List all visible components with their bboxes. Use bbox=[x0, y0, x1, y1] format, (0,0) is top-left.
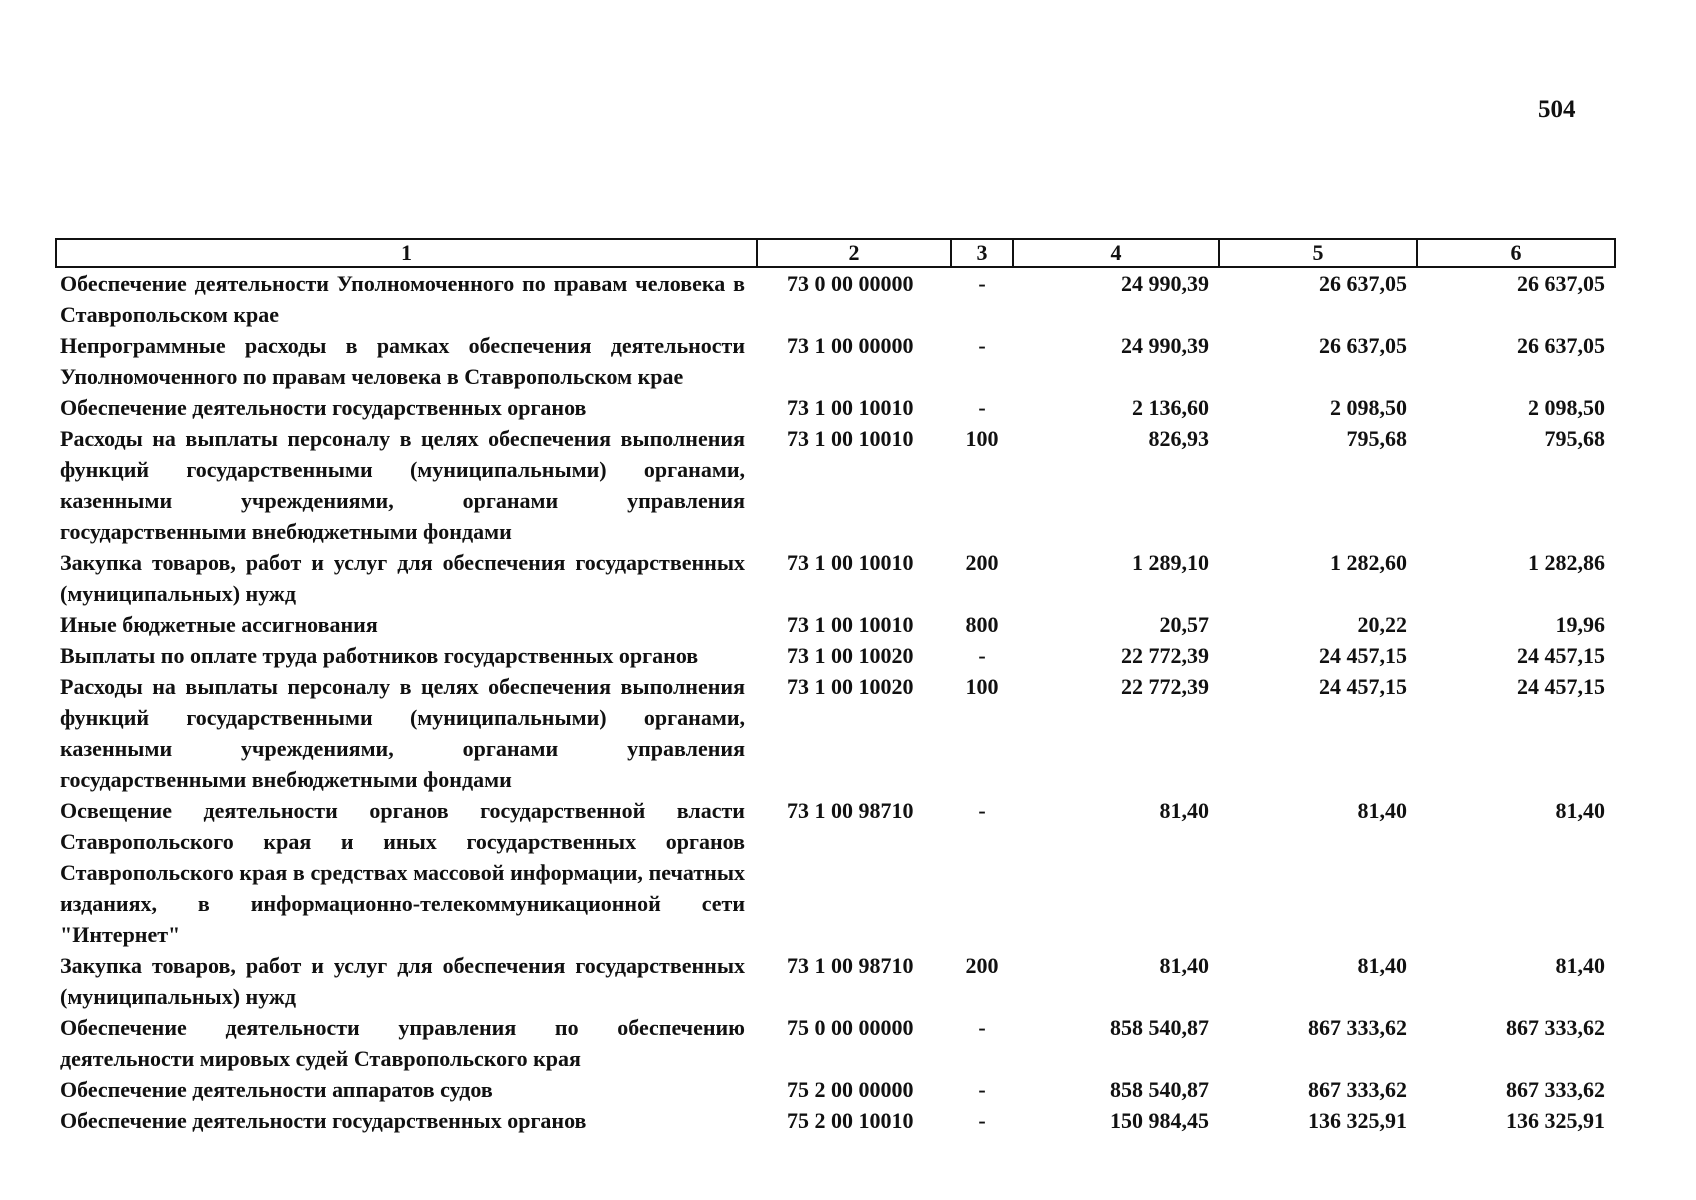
row-value-5: 136 325,91 bbox=[1308, 1108, 1407, 1133]
header-col-2: 2 bbox=[757, 239, 951, 267]
table-row bbox=[56, 1012, 1615, 1074]
table-row bbox=[56, 795, 1615, 950]
row-code: 73 0 00 00000 bbox=[787, 271, 914, 296]
row-value-4: 1 289,10 bbox=[1132, 550, 1209, 575]
row-value-4: 81,40 bbox=[1159, 798, 1209, 823]
row-code: 75 2 00 00000 bbox=[787, 1077, 914, 1102]
row-code: 73 1 00 10020 bbox=[787, 674, 914, 699]
row-value-5: 26 637,05 bbox=[1319, 333, 1407, 358]
row-value-6: 867 333,62 bbox=[1506, 1077, 1605, 1102]
row-type: 200 bbox=[965, 953, 999, 978]
row-value-6: 26 637,05 bbox=[1517, 271, 1605, 296]
row-type: 800 bbox=[965, 612, 999, 637]
row-value-4: 81,40 bbox=[1159, 953, 1209, 978]
row-value-5: 24 457,15 bbox=[1319, 674, 1407, 699]
row-value-5: 26 637,05 bbox=[1319, 271, 1407, 296]
header-col-4: 4 bbox=[1013, 239, 1219, 267]
row-name: Закупка товаров, работ и услуг для обеспечения государственных (муниципальных) нужд bbox=[60, 550, 745, 606]
row-type: 100 bbox=[965, 674, 999, 699]
row-name: Обеспечение деятельности аппаратов судов bbox=[60, 1077, 493, 1102]
row-value-5: 81,40 bbox=[1357, 953, 1407, 978]
row-type: - bbox=[978, 798, 986, 823]
row-value-4: 22 772,39 bbox=[1121, 674, 1209, 699]
row-value-6: 795,68 bbox=[1544, 426, 1605, 451]
row-name: Непрограммные расходы в рамках обеспечения деятельности Уполномоченного по правам человека в Ставропольском крае bbox=[60, 333, 745, 389]
header-col-1: 1 bbox=[56, 239, 757, 267]
row-name: Иные бюджетные ассигнования bbox=[60, 612, 378, 637]
row-code: 73 1 00 10010 bbox=[787, 395, 914, 420]
row-code: 73 1 00 98710 bbox=[787, 953, 914, 978]
row-type: - bbox=[978, 643, 986, 668]
row-type: - bbox=[978, 1108, 986, 1133]
row-type: - bbox=[978, 1077, 986, 1102]
table-row bbox=[56, 330, 1615, 392]
row-value-5: 1 282,60 bbox=[1330, 550, 1407, 575]
row-value-5: 795,68 bbox=[1346, 426, 1407, 451]
row-value-6: 24 457,15 bbox=[1517, 674, 1605, 699]
row-value-6: 867 333,62 bbox=[1506, 1015, 1605, 1040]
table-body bbox=[56, 267, 1615, 1136]
row-code: 75 2 00 10010 bbox=[787, 1108, 914, 1133]
row-name: Обеспечение деятельности государственных органов bbox=[60, 395, 587, 420]
row-code: 73 1 00 10010 bbox=[787, 550, 914, 575]
row-value-5: 81,40 bbox=[1357, 798, 1407, 823]
header-col-6: 6 bbox=[1417, 239, 1615, 267]
row-value-5: 20,22 bbox=[1357, 612, 1407, 637]
row-code: 75 0 00 00000 bbox=[787, 1015, 914, 1040]
table-row bbox=[56, 547, 1615, 609]
row-name: Расходы на выплаты персоналу в целях обеспечения выполнения функций государственными (муниципальными) органами, казенными учреждениями, органами управления государственными внебюджетными фондами bbox=[60, 426, 745, 544]
table-row bbox=[56, 640, 1615, 671]
row-value-6: 26 637,05 bbox=[1517, 333, 1605, 358]
row-type: - bbox=[978, 333, 986, 358]
row-name: Закупка товаров, работ и услуг для обеспечения государственных (муниципальных) нужд bbox=[60, 953, 745, 1009]
budget-table bbox=[55, 238, 1616, 1136]
row-type: 200 bbox=[965, 550, 999, 575]
row-value-6: 2 098,50 bbox=[1528, 395, 1605, 420]
row-type: - bbox=[978, 271, 986, 296]
row-type: - bbox=[978, 1015, 986, 1040]
row-value-4: 24 990,39 bbox=[1121, 333, 1209, 358]
row-value-5: 24 457,15 bbox=[1319, 643, 1407, 668]
row-value-4: 20,57 bbox=[1159, 612, 1209, 637]
row-code: 73 1 00 00000 bbox=[787, 333, 914, 358]
header-col-3: 3 bbox=[951, 239, 1013, 267]
row-type: - bbox=[978, 395, 986, 420]
row-name: Освещение деятельности органов государственной власти Ставропольского края и иных государственных органов Ставропольского края в средствах массовой информации, печатных изданиях, в информационно-телекоммуникационной сети "Интернет" bbox=[60, 798, 745, 947]
row-code: 73 1 00 10020 bbox=[787, 643, 914, 668]
row-value-6: 136 325,91 bbox=[1506, 1108, 1605, 1133]
row-value-6: 81,40 bbox=[1555, 953, 1605, 978]
row-value-4: 24 990,39 bbox=[1121, 271, 1209, 296]
row-value-4: 858 540,87 bbox=[1110, 1077, 1209, 1102]
row-code: 73 1 00 10010 bbox=[787, 612, 914, 637]
row-value-6: 1 282,86 bbox=[1528, 550, 1605, 575]
row-value-6: 24 457,15 bbox=[1517, 643, 1605, 668]
row-value-5: 867 333,62 bbox=[1308, 1015, 1407, 1040]
row-name: Расходы на выплаты персоналу в целях обеспечения выполнения функций государственными (муниципальными) органами, казенными учреждениями, органами управления государственными внебюджетными фондами bbox=[60, 674, 745, 792]
row-name: Обеспечение деятельности государственных органов bbox=[60, 1108, 587, 1133]
row-value-6: 19,96 bbox=[1555, 612, 1605, 637]
table-header bbox=[56, 239, 1615, 267]
table-row bbox=[56, 671, 1615, 795]
row-code: 73 1 00 10010 bbox=[787, 426, 914, 451]
row-value-4: 858 540,87 bbox=[1110, 1015, 1209, 1040]
row-value-4: 22 772,39 bbox=[1121, 643, 1209, 668]
row-value-6: 81,40 bbox=[1555, 798, 1605, 823]
table-row bbox=[56, 1105, 1615, 1136]
table-row bbox=[56, 392, 1615, 423]
header-col-5: 5 bbox=[1219, 239, 1417, 267]
row-value-4: 150 984,45 bbox=[1110, 1108, 1209, 1133]
table-row bbox=[56, 1074, 1615, 1105]
table-row bbox=[56, 609, 1615, 640]
table-row bbox=[56, 950, 1615, 1012]
row-value-5: 2 098,50 bbox=[1330, 395, 1407, 420]
header-row bbox=[56, 239, 1615, 267]
page-number: 504 bbox=[1538, 96, 1576, 123]
row-name: Обеспечение деятельности управления по обеспечению деятельности мировых судей Ставропольского края bbox=[60, 1015, 745, 1071]
row-name: Выплаты по оплате труда работников государственных органов bbox=[60, 643, 699, 668]
table-row bbox=[56, 267, 1615, 330]
table-row bbox=[56, 423, 1615, 547]
row-code: 73 1 00 98710 bbox=[787, 798, 914, 823]
row-type: 100 bbox=[965, 426, 999, 451]
row-value-4: 2 136,60 bbox=[1132, 395, 1209, 420]
row-value-5: 867 333,62 bbox=[1308, 1077, 1407, 1102]
row-value-4: 826,93 bbox=[1148, 426, 1209, 451]
row-name: Обеспечение деятельности Уполномоченного по правам человека в Ставропольском крае bbox=[60, 271, 745, 327]
